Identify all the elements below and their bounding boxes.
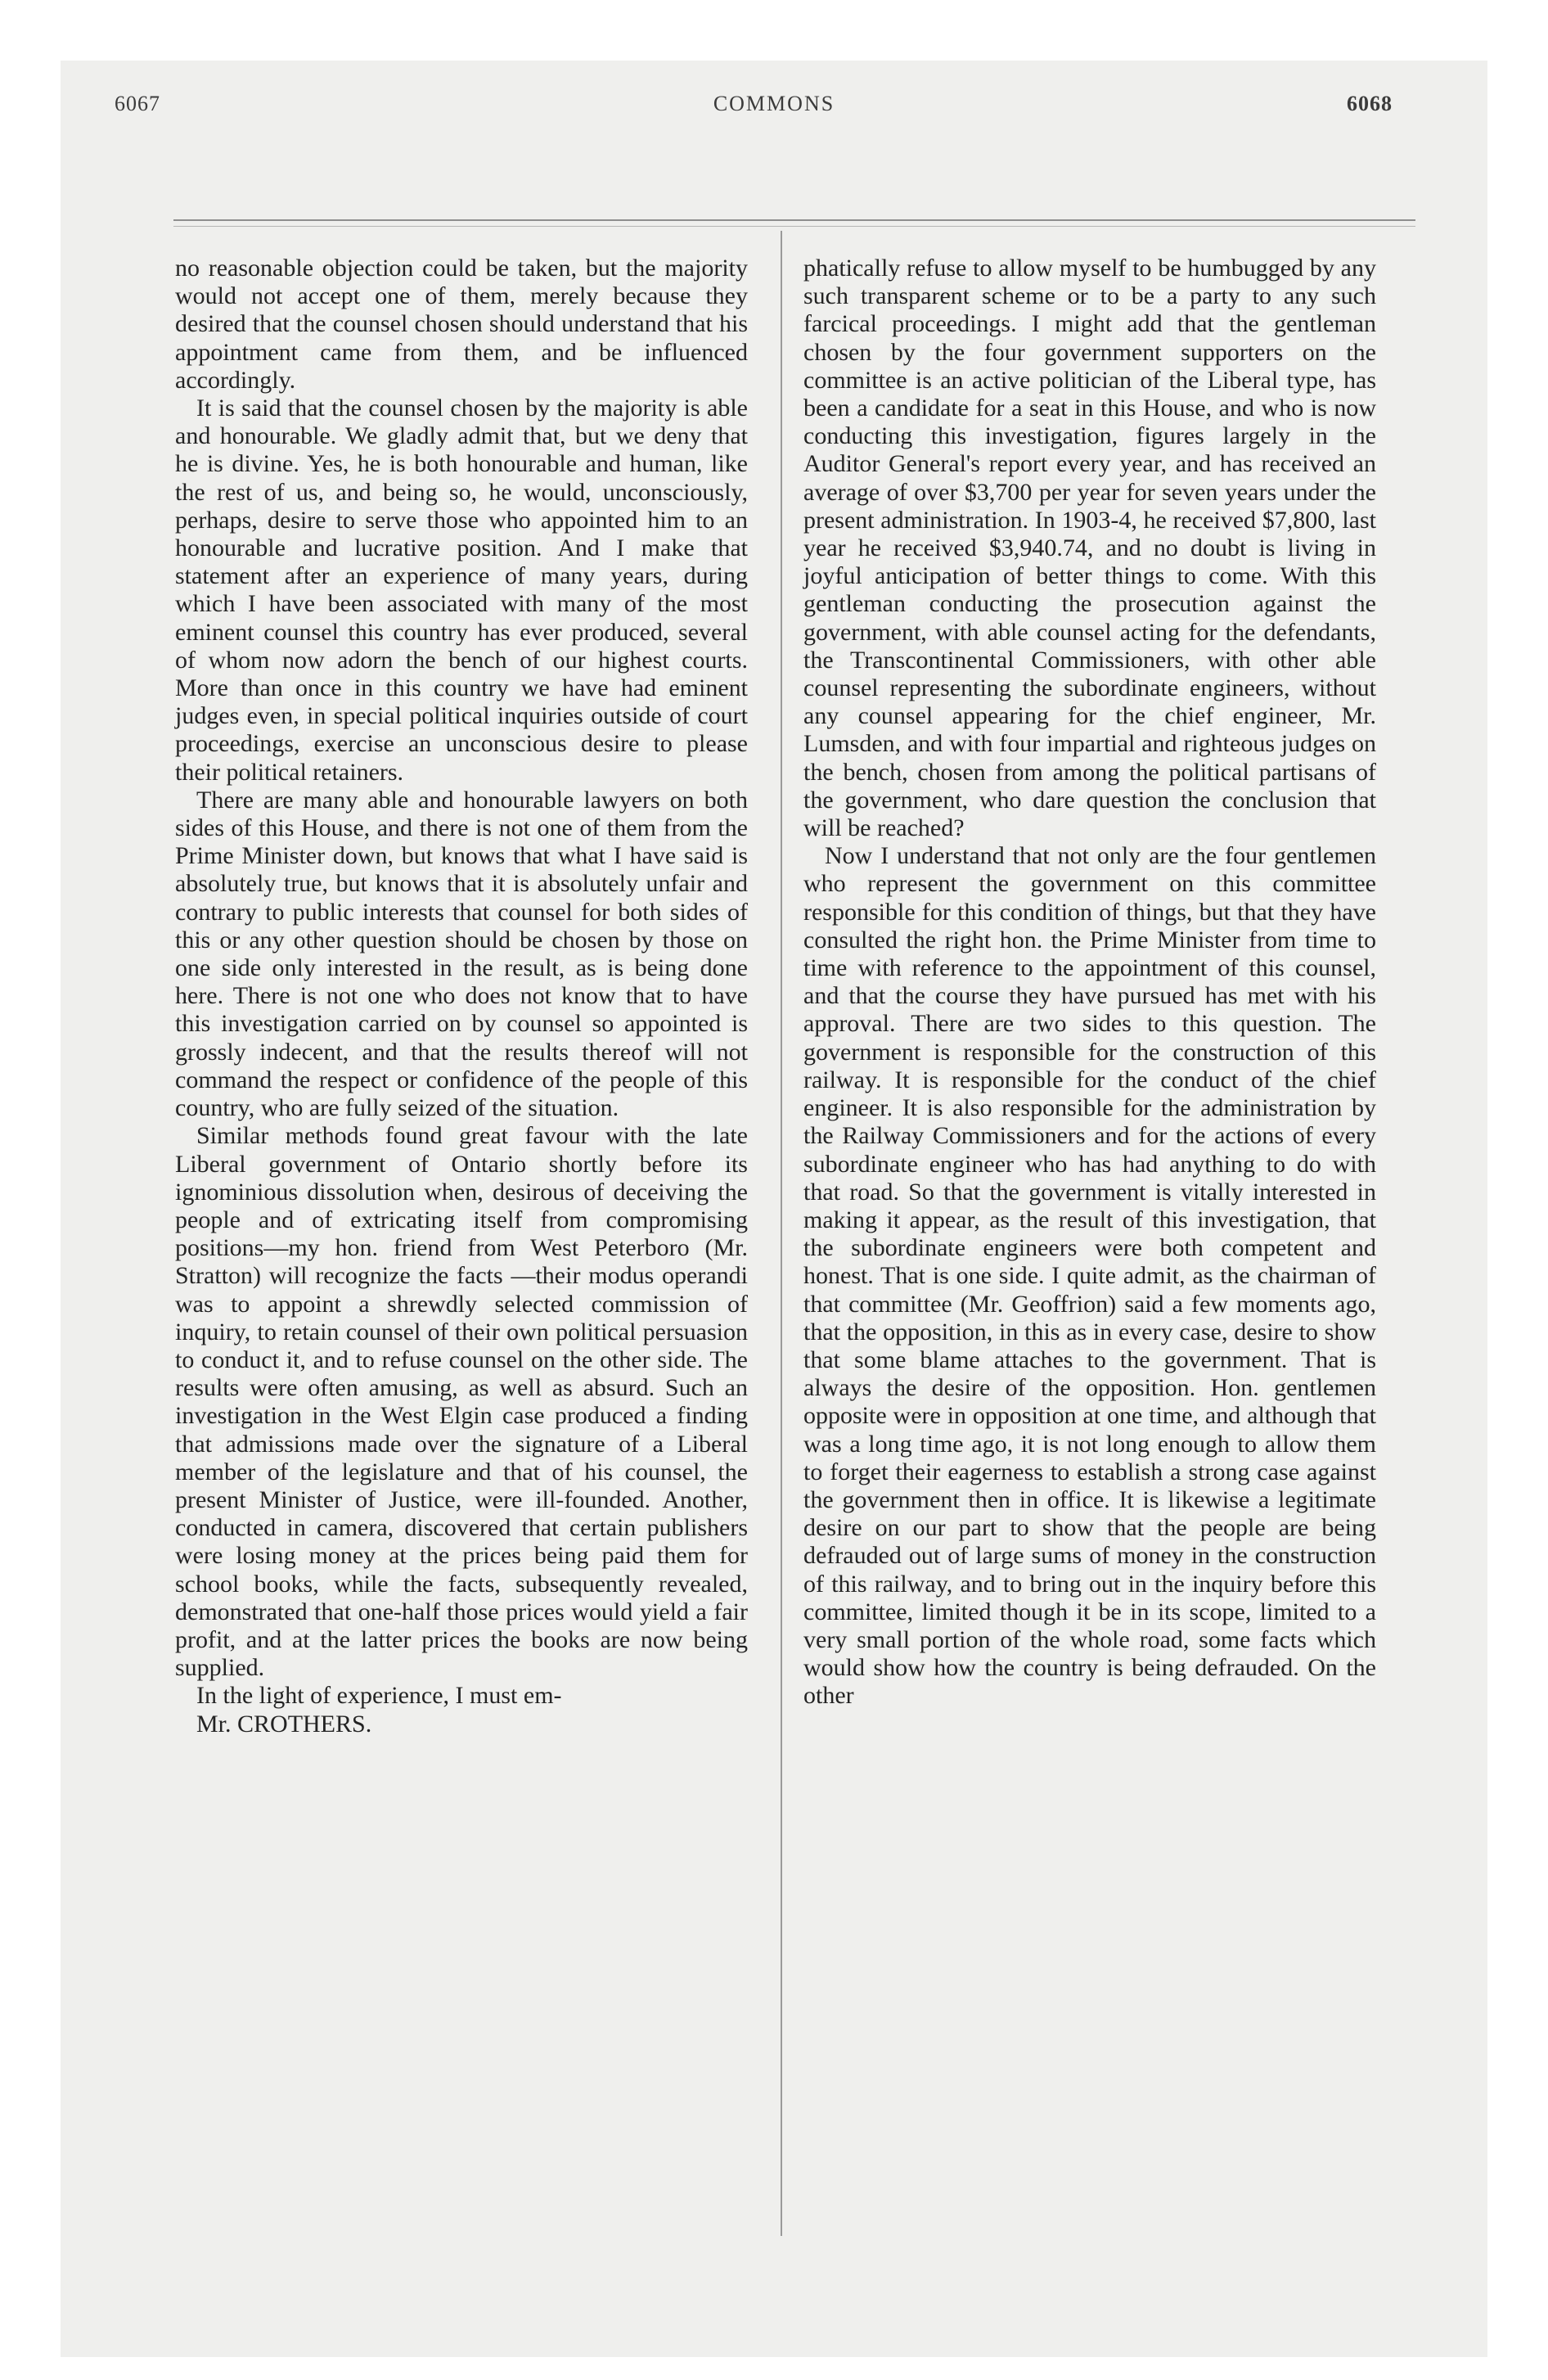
page-number-right: 6068 [1347, 92, 1393, 115]
left-column [175, 255, 748, 1738]
column-divider [781, 231, 782, 2236]
paragraph: no reasonable objection could be taken, but the majority would not accept one of them, merely because they desired that the counsel chosen should understand that his appointment came from them, and be influenced accordingly. [175, 255, 748, 394]
paragraph: phatically refuse to allow myself to be humbugged by any such transparent scheme or to be a party to any such farcical proceedings. I might add that the gentleman chosen by the four government supporters on the committee is an active politician of the Liberal type, has been a candidate for a seat in this House, and who is now conducting this investigation, figures largely in the Auditor General's report every year, and has received an average of over $3,700 per year for seven years under the present administration. In 1903-4, he received $7,800, last year he received $3,940.74, and no doubt is living in joyful anticipation of better things to come. With this gentleman conducting the prosecution against the government, with able counsel acting for the defendants, the Transcontinental Commissioners, with other able counsel representing the subordinate engineers, without any counsel appearing for the chief engineer, Mr. Lumsden, and with four impartial and righteous judges on the bench, chosen from among the political partisans of the government, who dare question the conclusion that will be reached? [803, 255, 1376, 842]
paragraph: Now I understand that not only are the four gentlemen who represent the government on this committee responsible for this condition of things, but that they have consulted the right hon. the Prime Minister from time to time with reference to the appointment of this counsel, and that the course they have pursued has met with his approval. There are two sides to this question. The government is responsible for the construction of this railway. It is responsible for the conduct of the chief engineer. It is also responsible for the administration by the Railway Commissioners and for the actions of every subordinate engineer who has had anything to do with that road. So that the government is vitally interested in making it appear, as the result of this investigation, that the subordinate engineers were both competent and honest. That is one side. I quite admit, as the chairman of that committee (Mr. Geoffrion) said a few moments ago, that the opposition, in this as in every case, desire to show that some blame attaches to the government. That is always the desire of the opposition. Hon. gentlemen opposite were in opposition at one time, and although that was a long time ago, it is not long enough to allow them to forget their eagerness to establish a strong case against the government then in office. It is likewise a legitimate desire on our part to show that the people are being defrauded out of large sums of money in the construction of this railway, and to bring out in the inquiry before this committee, limited though it be in its scope, limited to a very small portion of the whole road, some facts which would show how the country is being defrauded. On the other [803, 842, 1376, 1710]
header-rule [173, 219, 1415, 221]
running-title: COMMONS [713, 92, 835, 115]
header-rule-thin [173, 226, 1415, 227]
page-number-left: 6067 [115, 92, 160, 115]
paragraph: In the light of experience, I must em- [196, 1682, 562, 1710]
paragraph: There are many able and honourable lawyers on both sides of this House, and there is not one of them from the Prime Minister down, but knows that what I have said is absolutely true, but knows that it is absolutely unfair and contrary to public interests that counsel for both sides of this or any other question should be chosen by those on one side only interested in the result, as is being done here. There is not one who does not know that to have this investigation carried on by counsel so appointed is grossly indecent, and that the results thereof will not command the respect or confidence of the people of this country, who are fully seized of the situation. [175, 786, 748, 1122]
paragraph: Similar methods found great favour with the late Liberal government of Ontario shortly before its ignominious dissolution when, desirous of deceiving the people and of extricating itself from compromising positions—my hon. friend from West Peterboro (Mr. Stratton) will recognize the facts —their modus operandi was to appoint a shrewdly selected commission of inquiry, to retain counsel of their own political persuasion to conduct it, and to refuse counsel on the other side. The results were often amusing, as well as absurd. Such an investigation in the West Elgin case produced a finding that admissions made over the signature of a Liberal member of the legislature and that of his counsel, the present Minister of Justice, were ill-founded. Another, conducted in camera, discovered that certain publishers were losing money at the prices being paid them for school books, while the facts, subsequently revealed, demonstrated that one-half those prices would yield a fair profit, and at the latter prices the books are now being supplied. [175, 1122, 748, 1682]
right-column [803, 255, 1376, 1711]
paragraph: It is said that the counsel chosen by the majority is able and honourable. We gladly admit that, but we deny that he is divine. Yes, he is both honourable and human, like the rest of us, and being so, he would, unconsciously, perhaps, desire to serve those who appointed him to an honourable and lucrative position. And I make that statement after an experience of many years, during which I have been associated with many of the most eminent counsel this country has ever produced, several of whom now adorn the bench of our highest courts. More than once in this country we have had eminent judges even, in special political inquiries outside of court proceedings, exercise an unconscious desire to please their political retainers. [175, 394, 748, 786]
speaker-name: Mr. CROTHERS. [196, 1710, 372, 1738]
